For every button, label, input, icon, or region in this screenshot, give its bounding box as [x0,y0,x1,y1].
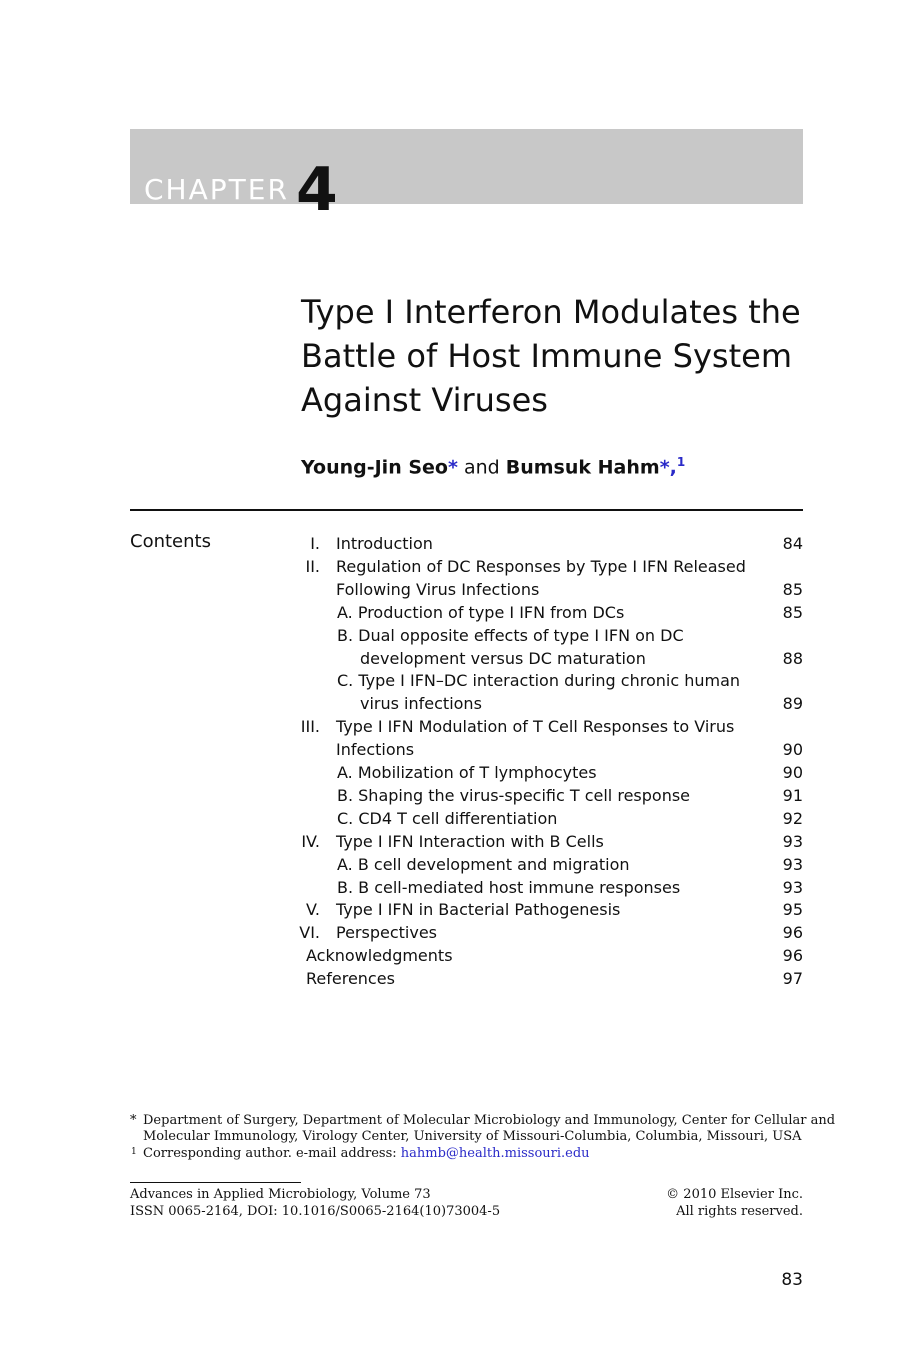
toc-entry-title: C. CD4 T cell differentiation [337,809,558,828]
toc-entry-title: A. Production of type I IFN from DCs [337,603,625,622]
toc-entry-title: Infections [336,740,415,759]
toc-entry-title: Perspectives [336,923,437,942]
toc-page-number: 93 [782,855,803,874]
footnote-divider [130,1182,301,1183]
chapter-number: 4 [296,155,338,225]
toc-page-number: 89 [782,694,803,713]
toc-entry-title: C. Type I IFN–DC interaction during chronic human [337,671,741,690]
title-line: Type I Interferon Modulates the [301,293,801,331]
toc-entry-title: Type I IFN in Bacterial Pathogenesis [336,900,621,919]
toc-page-number: 90 [782,740,803,759]
toc-entry-title: virus infections [360,694,482,713]
toc-entry-title: A. B cell development and migration [337,855,630,874]
email-link[interactable]: hahmb@health.missouri.edu [400,1146,590,1161]
toc-entry-title: Type I IFN Modulation of T Cell Responses to Virus [336,717,735,736]
toc-section-number: II. [305,557,320,576]
chapter-label: CHAPTER [144,173,289,206]
toc-entry-title: Type I IFN Interaction with B Cells [336,832,604,851]
toc-entry-title: References [306,969,395,988]
toc-page-number: 95 [782,900,803,919]
toc-page-number: 85 [782,603,803,622]
affiliation-footnote-line: Molecular Immunology, Virology Center, University of Missouri-Columbia, Columbia, Missouri, USA [143,1129,802,1144]
toc-entry-title: B. Shaping the virus-specific T cell response [337,786,691,805]
toc-page-number: 85 [782,580,803,599]
toc-section-number: IV. [301,832,320,851]
toc-page-number: 92 [782,809,803,828]
author-line [301,449,685,480]
corresponding-text: Corresponding author. e-mail address: [143,1146,401,1161]
toc-section-number: I. [310,534,320,553]
chapter-title [301,290,821,422]
toc-entry-title: B. B cell-mediated host immune responses [337,878,681,897]
issn-doi: ISSN 0065-2164, DOI: 10.1016/S0065-2164(10)73004-5 [130,1204,501,1219]
affiliation-mark[interactable]: *, [659,456,677,479]
corresponding-footnote [143,1146,590,1162]
toc-entry-title: Introduction [336,534,433,553]
copyright-notice: © 2010 Elsevier Inc. [666,1187,803,1202]
toc-page-number: 97 [782,969,803,988]
toc-page-number: 88 [782,649,803,668]
corresponding-mark[interactable]: 1 [676,455,686,469]
footnote-mark: 1 [131,1147,137,1157]
title-line: Against Viruses [301,381,548,419]
author-name: Young-Jin Seo [301,456,448,479]
toc-page-number: 90 [782,763,803,782]
affiliation-mark[interactable]: * [447,456,458,479]
toc-entry-title: Acknowledgments [306,946,453,965]
rights-notice: All rights reserved. [676,1204,803,1219]
journal-volume: Advances in Applied Microbiology, Volume 73 [130,1187,431,1202]
toc-section-number: III. [300,717,320,736]
toc-page-number: 91 [782,786,803,805]
author-connector: and [463,456,500,479]
author-name: Bumsuk Hahm [505,456,660,479]
toc-page-number: 93 [782,832,803,851]
title-line: Battle of Host Immune System [301,337,792,375]
page-number: 83 [781,1270,803,1290]
toc-page-number: 96 [782,946,803,965]
toc-entry-title: A. Mobilization of T lymphocytes [337,763,597,782]
section-divider [130,509,803,511]
affiliation-footnote-line: Department of Surgery, Department of Molecular Microbiology and Immunology, Center for Cellular and [143,1113,836,1128]
toc-page-number: 96 [782,923,803,942]
footnote-mark: * [130,1113,137,1128]
toc-entry-title: B. Dual opposite effects of type I IFN on DC [337,626,684,645]
toc-entry-title: Regulation of DC Responses by Type I IFN Released [336,557,746,576]
toc-page-number: 93 [782,878,803,897]
toc-entry-title: development versus DC maturation [360,649,646,668]
contents-heading: Contents [130,531,211,552]
toc-entry-title: Following Virus Infections [336,580,540,599]
toc-section-number: V. [306,900,320,919]
toc-page-number: 84 [782,534,803,553]
toc-section-number: VI. [299,923,320,942]
